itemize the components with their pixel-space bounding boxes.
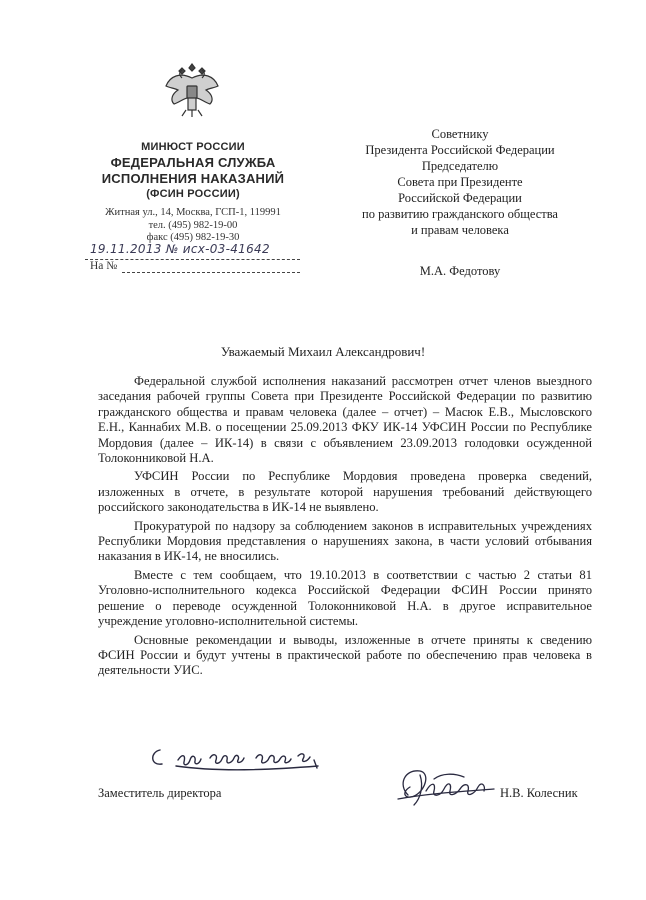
recipient-line: Российской Федерации [398, 191, 522, 205]
signer-position: Заместитель директора [98, 786, 222, 800]
recipient-line: и правам человека [411, 223, 509, 237]
service-name-line1: ФЕДЕРАЛЬНАЯ СЛУЖБА [110, 154, 276, 170]
service-abbreviation: (ФСИН РОССИИ) [146, 187, 240, 200]
service-name-line2: ИСПОЛНЕНИЯ НАКАЗАНИЙ [101, 170, 285, 186]
sender-organization [98, 140, 288, 201]
body-paragraph: Основные рекомендации и выводы, изложенные в отчете приняты к сведению ФСИН России и будут учтены в практической работе по обеспечению прав человека в деятельности УИС. [98, 632, 592, 678]
handwritten-closing [148, 742, 338, 782]
ministry-name: МИНЮСТ РОССИИ [141, 141, 245, 153]
recipient-line: Президента Российской Федерации [365, 143, 555, 157]
recipient-line: Советнику [431, 127, 489, 141]
body-paragraph: УФСИН России по Республике Мордовия проведена проверка сведений, изложенных в отчете, в результате которой нарушения требований действующего российского законодательства в ИК-14 не выявлено. [98, 469, 592, 515]
sender-address-block [98, 207, 288, 245]
reply-to-underline [122, 272, 300, 273]
sender-phone: тел. (495) 982-19-00 [148, 219, 238, 231]
signer-name: Н.В. Колесник [500, 786, 578, 800]
reply-to-label: На № [90, 260, 118, 272]
letter-body [98, 374, 592, 679]
recipient-block [330, 126, 590, 238]
body-paragraph: Федеральной службой исполнения наказаний рассмотрен отчет членов выездного заседания рабочей группы Совета при Президенте Российской Федерации по развитию гражданского общества и правам человека (далее – отчет) – Масюк Е.В., Мысловского Е.Н., Каннабих М.В. о посещении 25.09.2013 ФКУ ИК-14 УФСИН России по Республике Мордовия (далее – ИК-14) в связи с объявлением 23.09.2013 голодовки осужденной Толоконниковой Н.А. [98, 374, 592, 466]
body-paragraph: Прокуратурой по надзору за соблюдением законов в исправительных учреждениях Республики Мордовия представления о нарушениях закона, в части условий отбывания наказания в ИК-14, не вносились. [98, 518, 592, 564]
salutation: Уважаемый Михаил Александрович! [220, 344, 426, 359]
recipient-name: М.А. Федотову [419, 264, 501, 278]
sender-address: Житная ул., 14, Москва, ГСП-1, 119991 [105, 207, 281, 218]
outgoing-number: 19.11.2013 № исх-03-41642 [90, 242, 270, 256]
sender-fax: факс (495) 982-19-30 [146, 232, 240, 243]
recipient-line: Председателю [421, 159, 499, 173]
recipient-line: Совета при Президенте [397, 175, 523, 189]
double-headed-eagle-emblem-icon [160, 58, 224, 122]
signature [390, 765, 500, 810]
recipient-line: по развитию гражданского общества [362, 207, 558, 221]
body-paragraph: Вместе с тем сообщаем, что 19.10.2013 в соответствии с частью 2 статьи 81 Уголовно-исполнительного кодекса Российской Федерации ФСИН России принято решение о переводе осужденной Толоконниковой Н.А. в другое исправительное учреждение уголовно-исполнительной системы. [98, 567, 592, 629]
